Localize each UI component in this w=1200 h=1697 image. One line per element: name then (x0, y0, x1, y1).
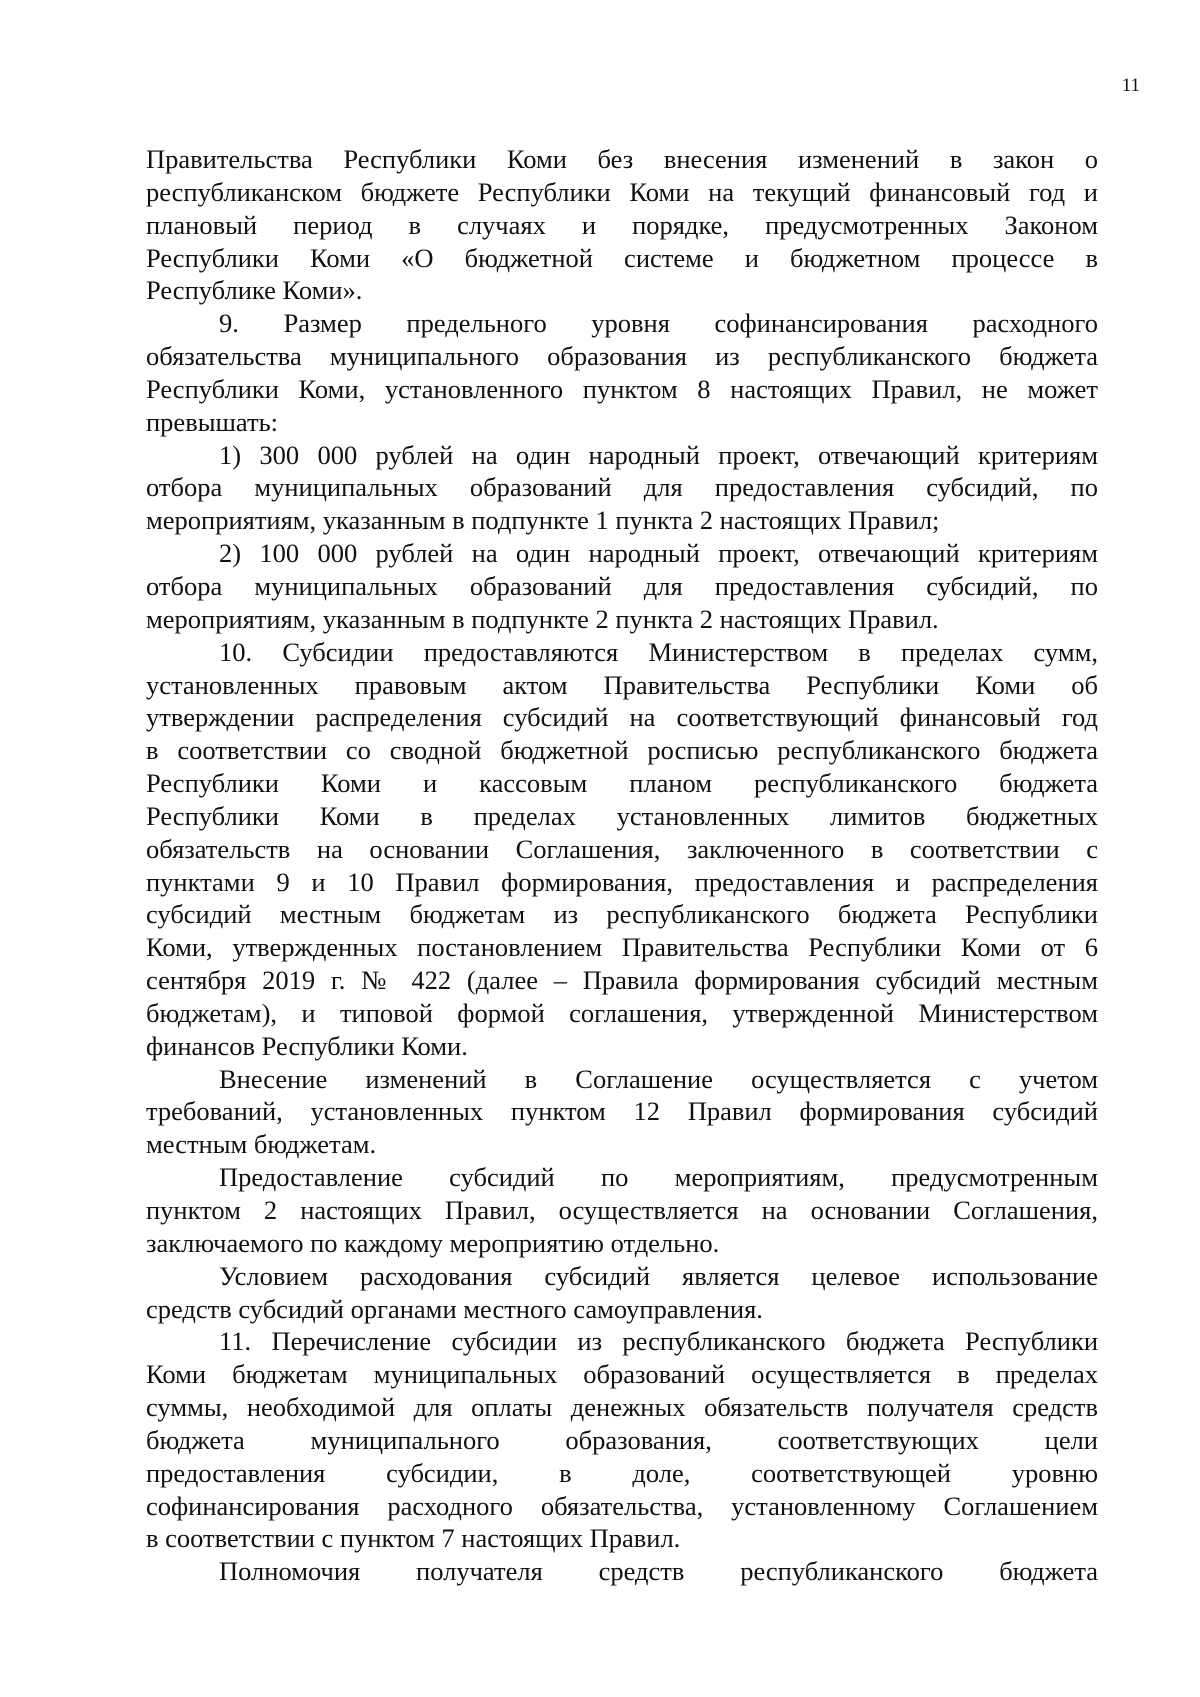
text-line: пунктами 9 и 10 Правил формирования, предоставления и распределения (146, 866, 1098, 897)
text-line: бюджетам), и типовой формой соглашения, утвержденной Министерством (146, 997, 1098, 1028)
text-line: Предоставление субсидий по мероприятиям, предусмотренным (219, 1162, 1098, 1193)
text-line: предоставления субсидии, в доле, соответствующей уровню (146, 1457, 1098, 1488)
text-line: Коми, утвержденных постановлением Правительства Республики Коми от 6 (146, 932, 1098, 963)
text-line: 11. Перечисление субсидии из республиканского бюджета Республики (219, 1326, 1098, 1357)
text-line: финансов Республики Коми. (146, 1030, 468, 1061)
text-line: Республики Коми, установленного пунктом 8 настоящих Правил, не может (146, 373, 1098, 404)
text-line: Республики Коми «О бюджетной системе и бюджетном процессе в (146, 242, 1098, 273)
text-line: Внесение изменений в Соглашение осуществляется с учетом (219, 1063, 1098, 1094)
text-line: пунктом 2 настоящих Правил, осуществляется на основании Соглашения, (146, 1195, 1098, 1225)
text-line: отбора муниципальных образований для предоставления субсидий, по (146, 472, 1098, 503)
text-line: в соответствии со сводной бюджетной росписью республиканского бюджета (146, 735, 1098, 766)
body-text (146, 143, 1098, 1588)
text-line: Республике Коми». (146, 275, 363, 306)
text-line: утверждении распределения субсидий на соответствующий финансовый год (146, 702, 1098, 733)
text-line: субсидий местным бюджетам из республиканского бюджета Республики (146, 899, 1098, 930)
text-line: в соответствии с пунктом 7 настоящих Правил. (146, 1523, 681, 1554)
text-line: обязательств на основании Соглашения, заключенного в соответствии с (146, 833, 1098, 864)
page-number: 11 (1121, 75, 1140, 96)
text-line: Коми бюджетам муниципальных образований осуществляется в пределах (146, 1359, 1098, 1390)
text-line: Условием расходования субсидий является целевое использование (219, 1260, 1098, 1291)
text-line: обязательства муниципального образования из республиканского бюджета (146, 341, 1098, 372)
text-line: отбора муниципальных образований для предоставления субсидий, по (146, 570, 1098, 601)
text-line: бюджета муниципального образования, соответствующих цели (146, 1424, 1098, 1455)
text-line: Правительства Республики Коми без внесения изменений в закон о (146, 144, 1098, 174)
text-line: 2) 100 000 рублей на один народный проект, отвечающий критериям (219, 538, 1098, 569)
text-line: Полномочия получателя средств республиканского бюджета (219, 1556, 1098, 1587)
text-line: требований, установленных пунктом 12 Правил формирования субсидий (146, 1096, 1098, 1127)
text-line: республиканском бюджете Республики Коми на текущий финансовый год и (146, 176, 1098, 207)
text-line: Республики Коми и кассовым планом республиканского бюджета (146, 768, 1098, 799)
text-line: суммы, необходимой для оплаты денежных обязательств получателя средств (146, 1392, 1098, 1423)
text-line: 10. Субсидии предоставляются Министерством в пределах сумм, (219, 636, 1098, 667)
text-line: софинансирования расходного обязательства, установленному Соглашением (146, 1490, 1098, 1521)
text-line: плановый период в случаях и порядке, предусмотренных Законом (146, 209, 1098, 240)
text-line: 9. Размер предельного уровня софинансирования расходного (219, 308, 1098, 339)
text-line: мероприятиям, указанным в подпункте 2 пункта 2 настоящих Правил. (146, 603, 939, 634)
text-line: Республики Коми в пределах установленных лимитов бюджетных (146, 800, 1098, 831)
text-line: установленных правовым актом Правительства Республики Коми об (146, 669, 1098, 700)
text-line: сентября 2019 г. № 422 (далее – Правила формирования субсидий местным (146, 965, 1098, 996)
text-line: 1) 300 000 рублей на один народный проект, отвечающий критериям (219, 439, 1098, 470)
text-line: средств субсидий органами местного самоуправления. (146, 1293, 763, 1324)
text-line: заключаемого по каждому мероприятию отдельно. (146, 1227, 720, 1258)
text-line: местным бюджетам. (146, 1129, 377, 1160)
text-line: мероприятиям, указанным в подпункте 1 пункта 2 настоящих Правил; (146, 505, 940, 536)
text-line: превышать: (146, 406, 279, 437)
